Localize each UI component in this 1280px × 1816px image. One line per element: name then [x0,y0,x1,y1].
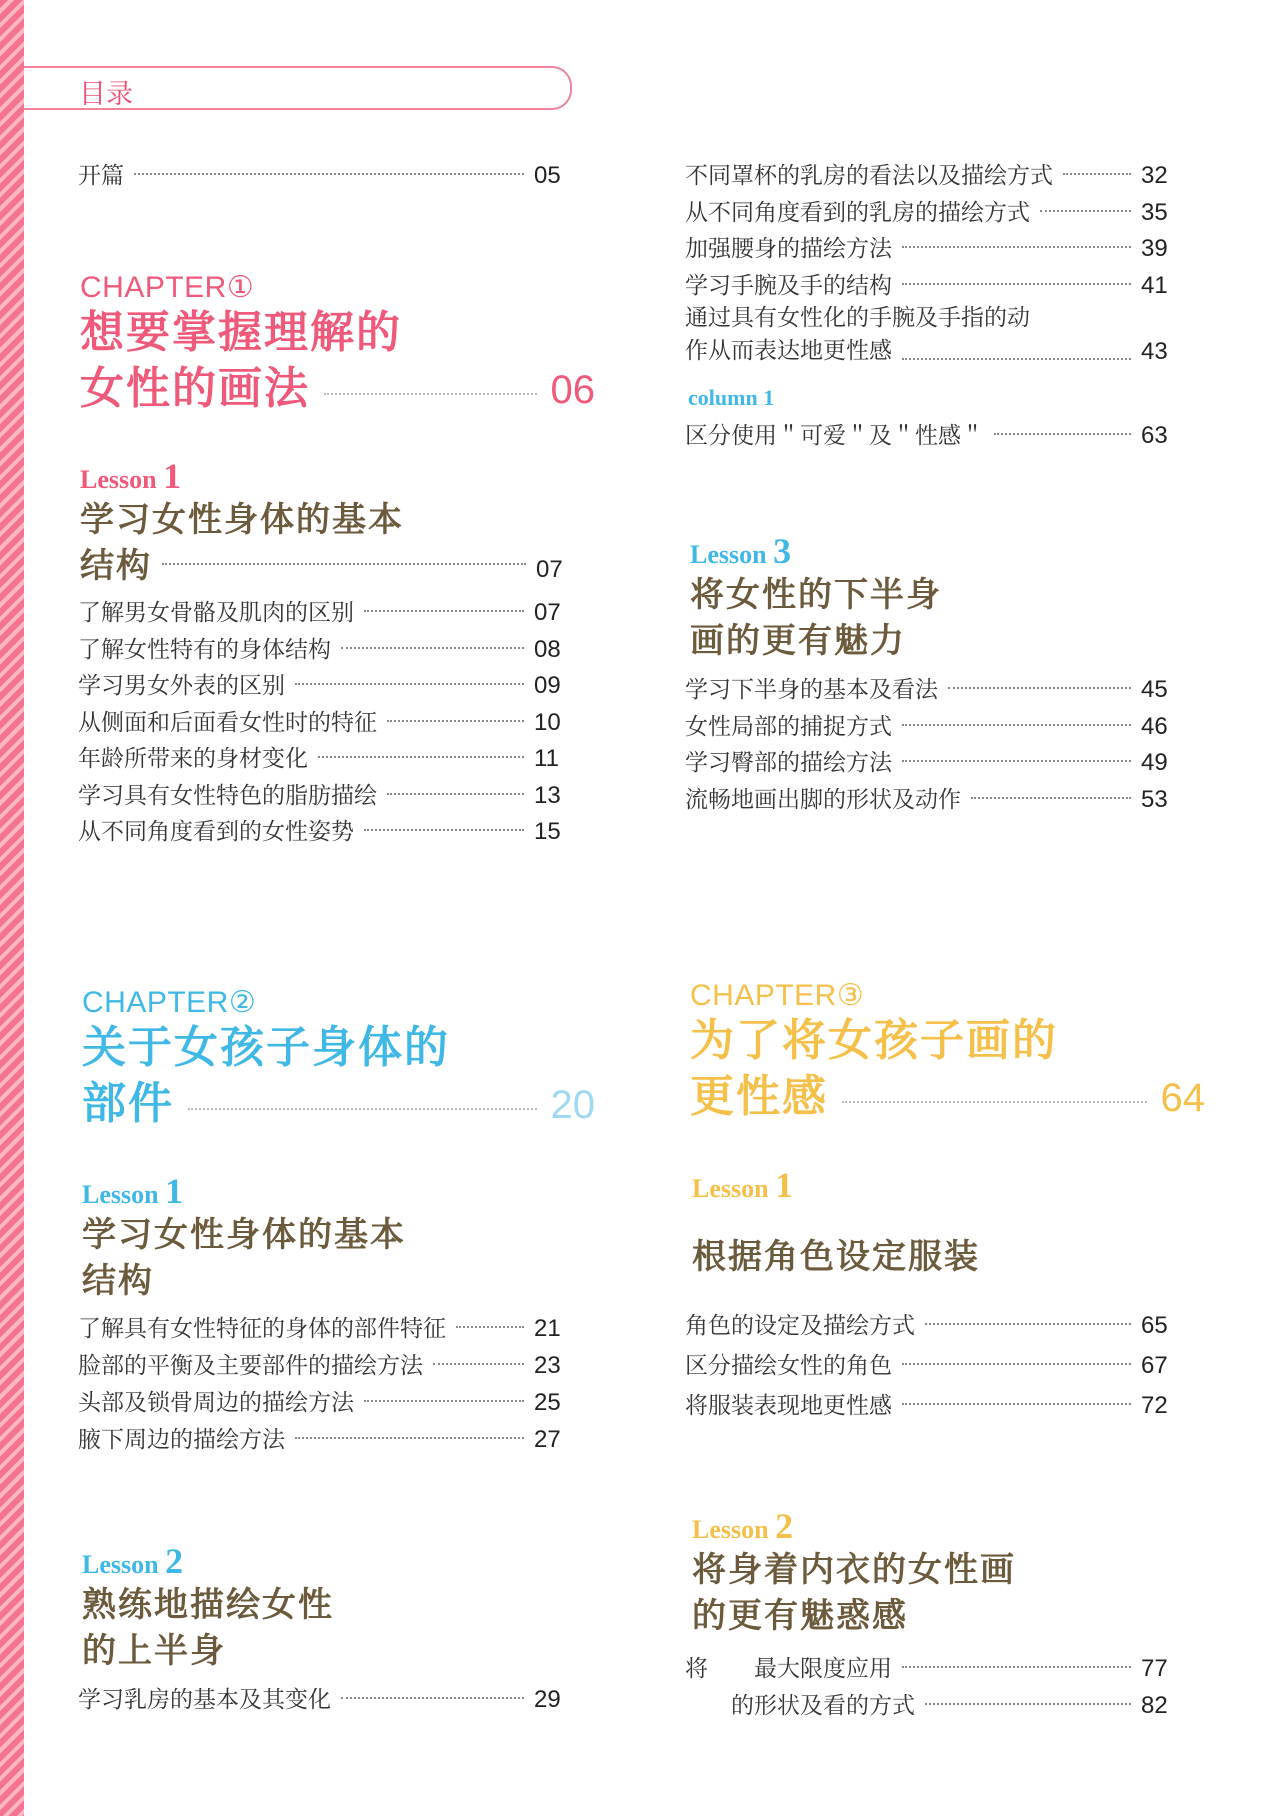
toc-entry[interactable] [78,668,578,705]
ch2-lesson-2-title-line1[interactable]: 熟练地描绘女性 [82,1585,334,1625]
toc-entry[interactable] [78,705,578,742]
ch3-lesson-2-title-line1[interactable]: 将身着内衣的女性画 [692,1550,1016,1590]
toc-entry[interactable] [78,1421,578,1458]
dot-leader [433,1363,524,1365]
toc-entry[interactable] [685,1386,1185,1426]
ch3-lesson-1-label: Lesson 1 [692,1165,794,1205]
column-entry[interactable]: 区分使用＂可爱＂及＂性感＂ 63 [685,422,1168,449]
two-line-entry[interactable]: 通过具有女性化的手腕及手指的动 作从而表达地更性感 43 [685,305,1168,365]
chapter-1-label: CHAPTER① [80,271,255,304]
toc-entry-title: 区分描绘女性的角色 [685,1353,892,1379]
dot-leader [1040,210,1131,212]
ch2-lesson-2-cont-items [685,158,1185,304]
toc-entry-title: 加强腰身的描绘方法 [685,236,892,262]
column-block [688,385,1188,411]
ch3-lesson-2-label: Lesson 2 [692,1506,794,1546]
toc-entry[interactable] [78,778,578,815]
toc-entry-page: 21 [534,1315,561,1342]
toc-entry-page: 15 [534,818,561,845]
toc-entry-page: 53 [1141,785,1168,813]
toc-entry-title: 学习具有女性特色的脂肪描绘 [78,782,377,809]
chapter-2-label: CHAPTER② [82,986,257,1019]
toc-entry-title: 流畅地画出脚的形状及动作 [685,786,961,813]
toc-entry[interactable] [78,595,578,632]
toc-entry-page: 25 [534,1389,561,1416]
dot-leader [902,1403,1131,1405]
toc-entry-title: 年龄所带来的身材变化 [78,746,308,772]
toc-entry-title: 从侧面和后面看女性时的特征 [78,709,377,736]
toc-entry-page: 77 [1141,1655,1168,1682]
toc-entry-page: 35 [1141,198,1168,226]
lesson-3-label: Lesson 3 [690,531,792,571]
toc-entry-title: 将服装表现地更性感 [685,1393,892,1419]
toc-entry[interactable] [78,814,578,851]
dot-leader [387,720,524,722]
chapter-2-page: 20 [550,1083,595,1127]
toc-entry[interactable] [685,745,1185,782]
chapter-2-title-line1[interactable]: 关于女孩子身体的 [82,1022,450,1073]
decorative-stripe [0,0,24,1816]
toc-entry[interactable] [78,741,578,778]
toc-entry-title: 了解男女骨骼及肌肉的区别 [78,600,354,626]
toc-entry[interactable] [685,709,1185,746]
ch3-lesson-2-block [692,1505,1192,1639]
toc-entry[interactable] [78,1347,578,1384]
toc-entry[interactable] [685,268,1185,305]
ch2-lesson-1-items [78,1310,578,1458]
toc-entry-title: 女性局部的捕捉方式 [685,713,892,740]
toc-entry[interactable] [685,1306,1185,1346]
dot-leader [925,1703,1131,1705]
dot-leader [295,683,524,685]
chapter-1-title-line2[interactable]: 女性的画法 [80,363,310,414]
chapter-3-title-line2[interactable]: 更性感 [690,1071,828,1122]
ch3-lesson-2-title-line2[interactable]: 的更有魅惑感 [692,1596,908,1636]
chapter-3-label: CHAPTER③ [690,979,865,1012]
toc-entry-page: 10 [534,708,561,736]
toc-entry[interactable] [685,1346,1185,1386]
chapter-1-block [80,270,595,417]
ch3-lesson-1-block [692,1164,1192,1280]
toc-entry-page: 45 [1141,676,1168,703]
toc-entry-title: 从不同角度看到的女性姿势 [78,819,354,845]
ch2-lesson-1-label: Lesson 1 [82,1171,184,1211]
ch1-lesson-1-block [80,455,580,587]
toc-entry-page: 72 [1141,1392,1168,1419]
toc-entry-page: 13 [534,781,561,809]
dot-leader [456,1326,524,1328]
dot-leader [341,1697,524,1699]
toc-entry[interactable] [685,231,1185,268]
column-label: column 1 [688,385,775,410]
toc-entry-page: 39 [1141,235,1168,262]
toc-header [24,66,572,110]
chapter-1-title-line1[interactable]: 想要掌握理解的 [80,307,402,358]
toc-entry-title: 腋下周边的描绘方法 [78,1427,285,1453]
toc-entry-page: 23 [534,1352,561,1379]
toc-entry[interactable] [685,1687,1185,1724]
lesson-3-title-line1[interactable]: 将女性的下半身 [690,575,942,615]
dot-leader [295,1437,524,1439]
dot-leader [925,1323,1131,1325]
toc-entry-title: 的形状及看的方式 [685,1693,915,1719]
toc-entry-title: 学习手腕及手的结构 [685,272,892,299]
dot-leader [948,687,1131,689]
toc-entry-page: 49 [1141,749,1168,776]
ch2-lesson-2-label: Lesson 2 [82,1541,184,1581]
ch1-lesson-1-title-row[interactable]: 结构 07 [80,546,563,586]
toc-entry-page: 41 [1141,271,1168,299]
toc-entry-page: 08 [534,635,561,663]
toc-entry-title: 脸部的平衡及主要部件的描绘方法 [78,1353,423,1379]
chapter-2-title-line2[interactable]: 部件 [82,1078,174,1129]
chapter-1-page: 06 [550,368,595,412]
ch2-lesson-1-title-line2[interactable]: 结构 [82,1261,154,1301]
toc-entry-title: 了解具有女性特征的身体的部件特征 [78,1316,446,1342]
toc-entry[interactable] [78,632,578,669]
dot-leader [364,1400,524,1402]
toc-entry-page: 32 [1141,162,1168,189]
toc-entry-title: 从不同角度看到的乳房的描绘方式 [685,199,1030,226]
toc-entry[interactable] [78,1682,578,1718]
dot-leader [902,246,1131,248]
dot-leader [364,829,524,831]
ch3-lesson-1-title[interactable]: 根据角色设定服装 [692,1237,980,1277]
dot-leader [318,756,524,758]
toc-entry[interactable] [685,158,1185,195]
toc-entry[interactable] [685,782,1185,819]
toc-entry-title: 了解女性特有的身体结构 [78,636,331,663]
toc-entry[interactable] [685,672,1185,709]
toc-entry-title: 头部及锁骨周边的描绘方法 [78,1390,354,1416]
ch1-lesson-1-title-line1[interactable]: 学习女性身体的基本 [80,500,404,540]
toc-entry-page: 09 [534,672,561,699]
ch2-lesson-1-block [82,1170,582,1304]
dot-leader [902,1666,1131,1668]
toc-entry[interactable] [685,195,1185,232]
lesson-3-block [690,530,1190,664]
dot-leader [902,283,1131,285]
dot-leader [902,724,1131,726]
toc-entry-intro[interactable]: 开篇 05 [78,162,561,189]
toc-entry-page: 27 [534,1426,561,1453]
toc-entry-title: 学习乳房的基本及其变化 [78,1687,331,1713]
ch1-lesson-1-label: Lesson 1 [80,456,182,496]
chapter-3-page: 64 [1160,1076,1205,1120]
toc-entry-page: 82 [1141,1692,1168,1719]
toc-entry-title: 将 最大限度应用 [685,1656,892,1682]
lesson-3-title-line2[interactable]: 画的更有魅力 [690,621,906,661]
toc-title: 目录 [79,79,133,110]
chapter-3-block [690,978,1205,1125]
toc-entry-page: 07 [534,599,561,626]
chapter-3-title-line1[interactable]: 为了将女孩子画的 [690,1015,1058,1066]
toc-entry[interactable] [78,1384,578,1421]
toc-entry-title: 角色的设定及描绘方式 [685,1313,915,1339]
dot-leader [971,797,1131,799]
toc-entry-page: 29 [534,1686,561,1713]
ch2-lesson-2-items [78,1682,578,1718]
toc-entry-title: 不同罩杯的乳房的看法以及描绘方式 [685,163,1053,189]
toc-entry-page: 11 [534,745,559,772]
dot-leader [341,647,524,649]
toc-entry-title: 学习下半身的基本及看法 [685,677,938,703]
ch2-lesson-1-title-line1[interactable]: 学习女性身体的基本 [82,1215,406,1255]
ch3-lesson-1-items [685,1306,1185,1426]
toc-entry-page: 65 [1141,1312,1168,1339]
toc-entry-title: 学习男女外表的区别 [78,673,285,699]
lesson-3-items [685,672,1185,818]
dot-leader [902,1363,1131,1365]
dot-leader [387,793,524,795]
ch2-lesson-2-block [82,1540,582,1674]
toc-entry-page: 67 [1141,1352,1168,1379]
toc-entry[interactable] [78,1310,578,1347]
dot-leader [902,760,1131,762]
dot-leader [364,610,524,612]
chapter-2-block [82,985,595,1132]
toc-entry-page: 46 [1141,712,1168,740]
ch1-lesson-1-items [78,595,578,851]
ch2-lesson-2-title-line2[interactable]: 的上半身 [82,1631,226,1671]
dot-leader [1063,173,1131,175]
toc-entry[interactable] [685,1650,1185,1687]
toc-entry-title: 学习臀部的描绘方法 [685,750,892,776]
ch3-lesson-2-items [685,1650,1185,1724]
left-column [78,158,578,194]
